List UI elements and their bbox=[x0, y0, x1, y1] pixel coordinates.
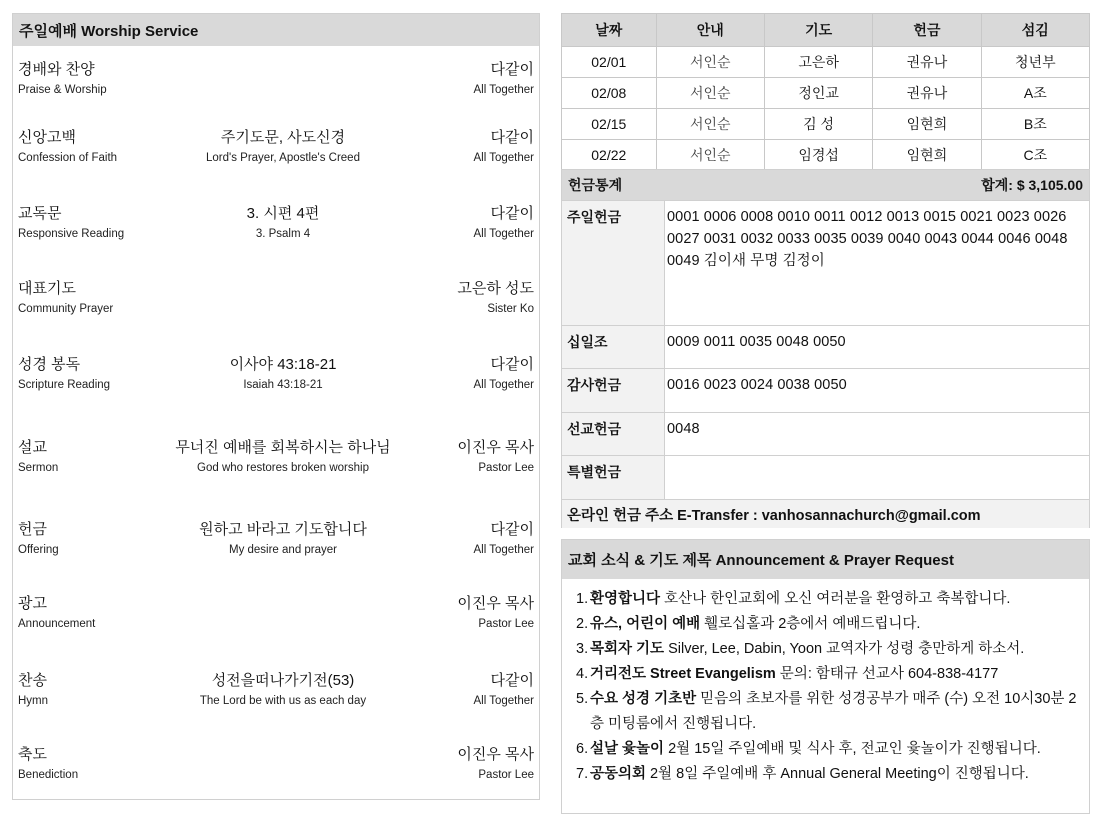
announcement-panel bbox=[561, 539, 1090, 814]
item-heading: 거리전도 Street Evangelism bbox=[590, 666, 776, 682]
offering-value: 0048 bbox=[667, 421, 700, 437]
list-item bbox=[562, 662, 1089, 687]
table-cell: 02/08 bbox=[562, 78, 657, 109]
table-cell: 권유나 bbox=[873, 47, 981, 78]
table-cell: 권유나 bbox=[873, 78, 981, 109]
item-text: 문의: 함태규 선교사 604-838-4177 bbox=[775, 666, 999, 682]
worship-item bbox=[13, 437, 539, 487]
item-leader-en: All Together bbox=[473, 84, 534, 96]
item-ko: 찬송 bbox=[18, 672, 47, 689]
item-text: 휄로십홀과 2층에서 예배드립니다. bbox=[700, 616, 921, 632]
item-ko: 헌금 bbox=[18, 521, 47, 538]
item-en: Community Prayer bbox=[18, 303, 114, 315]
table-cell: 김 성 bbox=[764, 109, 872, 140]
table-cell: B조 bbox=[981, 109, 1089, 140]
list-item bbox=[562, 612, 1089, 637]
announcement-list bbox=[562, 579, 1089, 787]
col-header-date: 날짜 bbox=[562, 14, 657, 47]
item-detail-ko: 이사야 43:18-21 bbox=[229, 356, 337, 373]
item-leader-ko: 다같이 bbox=[490, 356, 534, 373]
offering-label: 십일조 bbox=[562, 326, 665, 368]
col-header-service: 섬김 bbox=[981, 14, 1089, 47]
worship-item bbox=[13, 127, 539, 177]
item-text: 2월 15일 주일예배 및 식사 후, 전교인 윷놀이가 진행됩니다. bbox=[664, 741, 1041, 757]
item-detail-en: 3. Psalm 4 bbox=[255, 228, 311, 240]
offering-row bbox=[562, 200, 1089, 325]
offering-value: 0009 0011 0035 0048 0050 bbox=[667, 334, 846, 350]
offering-label: 특별헌금 bbox=[562, 456, 665, 499]
item-number: 7. bbox=[576, 766, 589, 782]
offering-stats-title: 헌금통계 bbox=[568, 177, 623, 193]
item-heading: 설날 윷놀이 bbox=[590, 741, 665, 757]
table-cell: 서인순 bbox=[656, 47, 764, 78]
item-detail-en: Lord's Prayer, Apostle's Creed bbox=[206, 152, 360, 164]
offering-row bbox=[562, 325, 1089, 368]
item-en: Confession of Faith bbox=[18, 152, 118, 164]
item-detail-ko: 성전을떠나가기전(53) bbox=[211, 672, 355, 689]
table-cell: 고은하 bbox=[764, 47, 872, 78]
worship-item bbox=[13, 670, 539, 720]
item-leader-ko: 다같이 bbox=[490, 61, 534, 78]
item-leader-ko: 이진우 목사 bbox=[457, 439, 534, 456]
item-leader-en: Sister Ko bbox=[487, 303, 534, 315]
table-header-row bbox=[562, 14, 1090, 47]
item-number: 4. bbox=[576, 666, 589, 682]
item-leader-ko: 이진우 목사 bbox=[457, 746, 534, 763]
item-text: 호산나 한인교회에 오신 여러분을 환영하고 축복합니다. bbox=[660, 591, 1011, 607]
item-en: Benediction bbox=[18, 769, 79, 781]
list-item bbox=[562, 637, 1089, 662]
item-en: Sermon bbox=[18, 462, 59, 474]
table-row bbox=[562, 140, 1090, 171]
worship-item bbox=[13, 203, 539, 253]
item-leader-ko: 고은하 성도 bbox=[457, 280, 534, 297]
worship-item bbox=[13, 354, 539, 404]
item-leader-en: All Together bbox=[473, 695, 534, 707]
item-leader-ko: 이진우 목사 bbox=[457, 595, 534, 612]
item-number: 6. bbox=[576, 741, 589, 757]
item-leader-en: All Together bbox=[473, 228, 534, 240]
item-ko: 광고 bbox=[18, 595, 47, 612]
table-cell: 02/01 bbox=[562, 47, 657, 78]
col-header-offering: 헌금 bbox=[873, 14, 981, 47]
item-heading: 수요 성경 기초반 bbox=[590, 691, 697, 707]
table-cell: 서인순 bbox=[656, 140, 764, 171]
item-detail-en: My desire and prayer bbox=[228, 544, 338, 556]
item-leader-en: All Together bbox=[473, 379, 534, 391]
table-row bbox=[562, 109, 1090, 140]
online-offering-address: 온라인 헌금 주소 E-Transfer : vanhosannachurch@gmail.com bbox=[562, 499, 1089, 528]
item-en: Hymn bbox=[18, 695, 49, 707]
worship-service-panel bbox=[12, 13, 540, 800]
table-cell: 서인순 bbox=[656, 109, 764, 140]
table-cell: 서인순 bbox=[656, 78, 764, 109]
item-text: Silver, Lee, Dabin, Yoon 교역자가 성령 충만하게 하소서. bbox=[664, 641, 1025, 657]
item-detail-en: Isaiah 43:18-21 bbox=[243, 379, 323, 391]
item-detail-ko: 원하고 바라고 기도합니다 bbox=[199, 521, 367, 538]
list-item bbox=[562, 687, 1089, 737]
item-ko: 성경 봉독 bbox=[18, 356, 81, 373]
table-cell: 임현희 bbox=[873, 140, 981, 171]
item-heading: 유스, 어린이 예배 bbox=[590, 616, 701, 632]
offering-label: 선교헌금 bbox=[562, 413, 665, 455]
table-row bbox=[562, 47, 1090, 78]
worship-item bbox=[13, 744, 539, 794]
table-cell: 정인교 bbox=[764, 78, 872, 109]
offering-value: 0016 0023 0024 0038 0050 bbox=[667, 377, 847, 393]
item-ko: 신앙고백 bbox=[18, 129, 76, 146]
worship-item bbox=[13, 593, 539, 643]
item-leader-ko: 다같이 bbox=[490, 129, 534, 146]
item-ko: 축도 bbox=[18, 746, 47, 763]
item-text: 믿음의 초보자를 위한 성경공부가 매주 (수) 오전 10시30분 2층 미팅룸에서 진행됩니다. bbox=[590, 691, 1077, 732]
announcement-title: 교회 소식 & 기도 제목 Announcement & Prayer Request bbox=[562, 540, 1089, 579]
table-row bbox=[562, 78, 1090, 109]
worship-item bbox=[13, 519, 539, 569]
offering-label: 감사헌금 bbox=[562, 369, 665, 412]
item-leader-ko: 다같이 bbox=[490, 521, 534, 538]
item-leader-ko: 다같이 bbox=[490, 205, 534, 222]
table-cell: 청년부 bbox=[981, 47, 1089, 78]
offering-row bbox=[562, 412, 1089, 455]
item-ko: 설교 bbox=[18, 439, 47, 456]
offering-stats-header bbox=[562, 170, 1089, 200]
item-text: 2월 8일 주일예배 후 Annual General Meeting이 진행됩니다. bbox=[646, 766, 1029, 782]
item-number: 5. bbox=[576, 691, 589, 707]
offering-row bbox=[562, 455, 1089, 499]
table-cell: 02/15 bbox=[562, 109, 657, 140]
duty-schedule-panel bbox=[561, 13, 1090, 163]
item-detail-ko: 주기도문, 사도신경 bbox=[220, 129, 346, 146]
col-header-usher: 안내 bbox=[656, 14, 764, 47]
col-header-prayer: 기도 bbox=[764, 14, 872, 47]
item-detail-ko: 무너진 예배를 회복하시는 하나님 bbox=[175, 439, 391, 456]
list-item bbox=[562, 737, 1089, 762]
offering-value: 0001 0006 0008 0010 0011 0012 0013 0015 0021 0023 0026 0027 0031 0032 0033 0035 0039 0040 0043 0044 0046 0048 0049 김이새 무명 김정이 bbox=[667, 209, 1068, 269]
table-cell: 임경섭 bbox=[764, 140, 872, 171]
item-number: 3. bbox=[576, 641, 589, 657]
worship-item bbox=[13, 278, 539, 328]
item-heading: 목회자 기도 bbox=[590, 641, 665, 657]
item-leader-ko: 다같이 bbox=[490, 672, 534, 689]
item-detail-en: God who restores broken worship bbox=[197, 462, 369, 474]
item-ko: 대표기도 bbox=[18, 280, 76, 297]
offering-label: 주일헌금 bbox=[562, 201, 665, 325]
offering-total: 합계: $ 3,105.00 bbox=[981, 177, 1083, 193]
item-en: Responsive Reading bbox=[18, 228, 125, 240]
worship-title: 주일예배 Worship Service bbox=[13, 14, 539, 46]
item-ko: 교독문 bbox=[18, 205, 62, 222]
item-heading: 공동의회 bbox=[590, 766, 647, 782]
offering-value bbox=[665, 456, 1089, 499]
item-ko: 경배와 찬양 bbox=[18, 61, 95, 78]
item-en: Announcement bbox=[18, 618, 96, 630]
offering-stats-panel bbox=[561, 169, 1090, 528]
item-heading: 환영합니다 bbox=[590, 591, 661, 607]
item-detail-ko: 3. 시편 4편 bbox=[246, 205, 320, 222]
item-leader-en: Pastor Lee bbox=[478, 618, 534, 630]
table-cell: 02/22 bbox=[562, 140, 657, 171]
item-number: 1. bbox=[576, 591, 589, 607]
item-leader-en: All Together bbox=[473, 152, 534, 164]
table-cell: 임현희 bbox=[873, 109, 981, 140]
item-detail-en: The Lord be with us as each day bbox=[199, 695, 367, 707]
item-leader-en: Pastor Lee bbox=[478, 769, 534, 781]
item-leader-en: All Together bbox=[473, 544, 534, 556]
item-en: Offering bbox=[18, 544, 59, 556]
list-item bbox=[562, 587, 1089, 612]
item-en: Scripture Reading bbox=[18, 379, 111, 391]
item-number: 2. bbox=[576, 616, 589, 632]
item-leader-en: Pastor Lee bbox=[478, 462, 534, 474]
table-cell: C조 bbox=[981, 140, 1089, 171]
worship-item bbox=[13, 59, 539, 109]
table-cell: A조 bbox=[981, 78, 1089, 109]
offering-row bbox=[562, 368, 1089, 412]
list-item bbox=[562, 762, 1089, 787]
item-en: Praise & Worship bbox=[18, 84, 107, 96]
duty-schedule-table bbox=[561, 13, 1090, 171]
